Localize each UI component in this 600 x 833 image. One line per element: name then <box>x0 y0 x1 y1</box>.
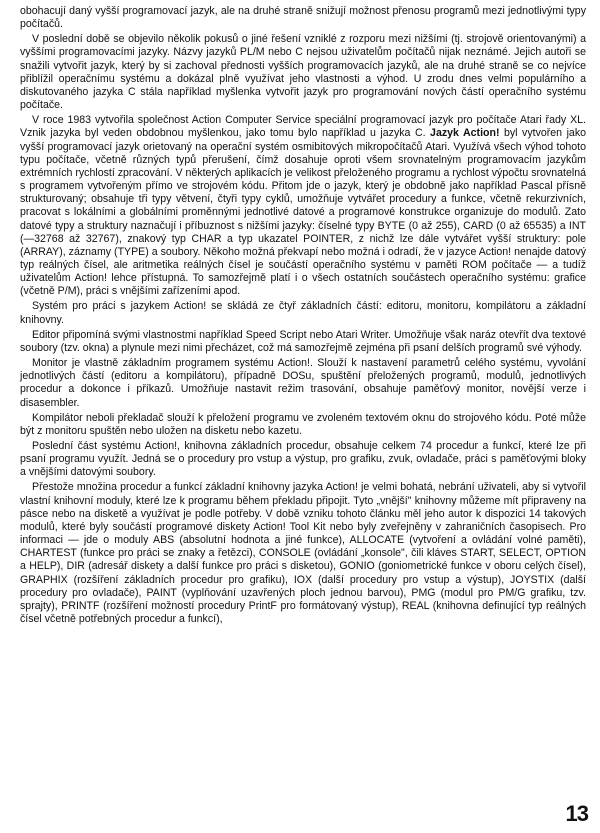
paragraph-8 <box>20 440 586 479</box>
paragraph-9 <box>20 481 586 626</box>
paragraph-text: Poslední část systému Action!, knihovna základních procedur, obsahuje celkem 74 procedur a funkcí, které lze při psaní programu využít. Jedná se o procedury pro vstup a výstup, pro grafiku, zvuk, ovladače, práci s paměťovými bloky a vnějšími datovými soubory. <box>20 440 586 479</box>
paragraph-text: Systém pro práci s jazykem Action! se skládá ze čtyř základních částí: editoru, monitoru, kompilátoru a základní knihovny. <box>20 300 586 326</box>
paragraph-3 <box>20 114 586 298</box>
paragraph-5 <box>20 329 586 355</box>
paragraph-text: byl vytvořen jako vyšší programovací jazyk orietovaný na operační systém osmibitových mikropočítačů Atari. Využívá všech výhod tohoto typu počítače, včetně různých typů přerušení, čímž dosahuje oproti všem srovnatelným programovacím jazykům extrémních rychlostí zpracování. V některých aplikacích je velikost přeloženého programu a rychlost výpočtu srovnatelná s programem vytvořeným přímo ve strojovém kódu. Přitom jde o jazyk, který je obdobně jako například Pascal přísně strukturovaný; obsahuje tři typy větvení, čtyři typy cyklů, umožňuje vytvářet procedury a funkce, včetně rekurzivních, pracovat s lokálními a globálními proměnnými jednotlivé datové a programové konstrukce organizuje do modulů. Zato datové typy a struktury naznačují i příbuznost s nižšími jazyky: číselné typy BYTE (0 až 255), CARD (0 až 65535) a INT (—32768 až 32767), znakový typ CHAR a typ ukazatel POINTER, z nichž lze dále vytvářet vyšší struktury: pole (ARRAY), záznamy (TYPE) a soubory. Někoho možná překvapí nebo možná i odradí, že v jazyce Action! nenajde datový typ reálných čísel, ale aritmetika reálných čísel je součástí operačního systému v paměti ROM počítače — a tudíž uživatelům Action! lehce přístupná. To samozřejmě platí i o všech ostatních součástech operačního systému: grafice (včetně P/M), práci s vnějšími zařízeními apod. <box>20 127 587 298</box>
article-body <box>20 5 586 628</box>
paragraph-2 <box>20 33 586 112</box>
paragraph-6 <box>20 357 586 410</box>
paragraph-text: Přestože množina procedur a funkcí základní knihovny jazyka Action! je velmi bohatá, nebrání uživateli, aby si vytvořil vlastní knihovní moduly, které lze k programu během překladu připojit. Tyto „vnější" knihovny můžeme mít připraveny na pásce nebo na disketě a využívat je podle potřeby. V době vzniku tohoto článku měl jeho autor k dispozici 14 takových modulů, které byly součástí programové diskety Action! Tool Kit nebo byly zveřejněny v zahraničních časopisech. Pro informaci — jde o moduly ABS (absolutní hodnota a jiné funkce), ALLOCATE (vytvoření a ovládání volné paměti), CHARTEST (funkce pro práci se znaky a řetězci), CONSOLE (ovládání „konsole", čili kláves START, SELECT, OPTION a HELP), DIR (adresář diskety a další funkce pro práci s disketou), GONIO (goniometrické funkce v oboru celých čísel), GRAPHIX (rozšíření základních procedur pro grafiku), IOX (další procedury pro vstup a výstup), JOYSTIX (další procedury pro ovladače), PAINT (vyplňování uzavřených ploch jednou barvou), PMG (modul pro PM/G grafiku, tzv. sprajty), PRINTF (rozšíření možností procedury PrintF pro formátovaný výstup), REAL (knihovna definující typ reálných čísel včetně potřebných procedur a funkcí), <box>20 481 586 626</box>
paragraph-text: Monitor je vlastně základním programem systému Action!. Slouží k nastavení parametrů celého systému, vyvolání jednotlivých částí (editoru a kompilátoru), případně DOSu, spuštění přeložených programů, modulů, jednotlivých procedur a dokonce i příkazů. Umožňuje nastavit režim trasování, obsahuje paměťový monitor, novější verze i disasembler. <box>20 357 586 409</box>
paragraph-text: V roce 1983 vytvořila společnost Action Computer Service speciální programovací jazyk pro počítače Atari řady XL. Vznik jazyka byl veden obdobnou myšlenkou, jako tomu bylo například u jazyka C. <box>20 114 586 140</box>
paragraph-text: V poslední době se objevilo několik pokusů o jiné řešení vzniklé z rozporu mezi nižšími (tj. strojově orientovanými) a vyššími programovacími jazyky. Názvy jazyků PL/M nebo C nejsou uživatelům počítačů nijak neznámé. Jejich autoři se snažili vytvořit jazyk, který by si zachoval přednosti vyšších programovacích jazyků, ale na druhé straně se co nejvíce přiblížil operačnímu systému a dokázal plně využívat jeho vlastnosti a výhod. U zrodu dnes velmi populárního a diskutovaného jazyka C stála například myšlenka vytvořit jazyk pro programování nových částí operačního systému počítače. <box>20 33 586 112</box>
page-number: 13 <box>565 801 588 826</box>
paragraph-text: Editor připomíná svými vlastnostmi například Speed Script nebo Atari Writer. Umožňuje však naráz otevřít dva textové soubory (tzv. okna) a plynule mezi nimi přecházet, což má samozřejmě zejména při psaní delších programů své výhody. <box>20 328 586 354</box>
paragraph-7 <box>20 412 586 438</box>
paragraph-1 <box>20 5 586 31</box>
paragraph-4 <box>20 300 586 326</box>
paragraph-text: obohacují daný vyšší programovací jazyk, ale na druhé straně snižují možnost přenosu programů mezi jednotlivými typy počítačů. <box>20 5 586 31</box>
bold-term-jazyk-action: Jazyk Action! <box>430 127 500 140</box>
paragraph-text: Kompilátor neboli překladač slouží k přeložení programu ve zvoleném textovém oknu do strojového kódu. Poté může být z monitoru spuštěn nebo uložen na disketu nebo kazetu. <box>20 411 586 437</box>
